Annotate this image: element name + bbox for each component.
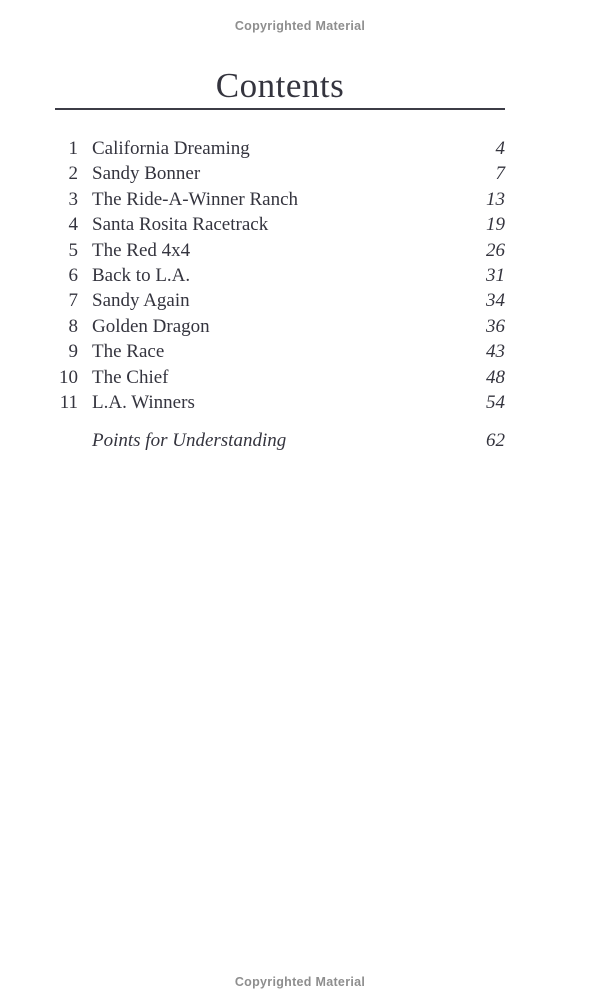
- chapter-number: 2: [68, 163, 78, 185]
- chapter-title: L.A. Winners: [92, 392, 195, 414]
- chapter-number: 11: [59, 392, 78, 414]
- chapter-page-number: 36: [486, 315, 505, 337]
- chapter-title: Santa Rosita Racetrack: [92, 214, 269, 236]
- copyright-banner-bottom: Copyrighted Material: [234, 975, 366, 989]
- toc-list: [55, 136, 505, 415]
- chapter-page-number: 26: [486, 239, 505, 261]
- chapter-title: The Chief: [92, 366, 169, 388]
- chapter-title: The Race: [92, 341, 165, 363]
- chapter-page-number: 13: [486, 188, 505, 210]
- toc-row: [55, 314, 505, 339]
- toc-page-content: [55, 0, 505, 454]
- chapter-title: The Ride-A-Winner Ranch: [92, 188, 299, 210]
- chapter-number: 7: [68, 290, 78, 312]
- chapter-title: The Red 4x4: [92, 239, 191, 261]
- chapter-page-number: 7: [495, 163, 505, 185]
- chapter-number: 9: [68, 341, 78, 363]
- chapter-number: 3: [68, 188, 78, 210]
- toc-row: [55, 339, 505, 364]
- chapter-title: Golden Dragon: [92, 315, 210, 337]
- chapter-page-number: 48: [486, 366, 505, 388]
- toc-row: [55, 187, 505, 212]
- chapter-page-number: 19: [486, 214, 505, 236]
- chapter-number: 6: [68, 265, 78, 287]
- toc-row: [55, 390, 505, 415]
- chapter-title: California Dreaming: [92, 138, 250, 159]
- chapter-number: 5: [68, 239, 78, 261]
- chapter-page-number: 31: [486, 265, 505, 287]
- chapter-number: 8: [68, 315, 78, 337]
- chapter-number: 1: [68, 138, 78, 159]
- title-rule: [55, 108, 505, 110]
- toc-row: [55, 365, 505, 390]
- chapter-page-number: 62: [486, 430, 505, 452]
- toc-row: [55, 161, 505, 186]
- toc-row: [55, 212, 505, 237]
- toc-row: [55, 238, 505, 263]
- toc-row: [55, 263, 505, 288]
- toc-row-points: [55, 428, 505, 453]
- chapter-title: Back to L.A.: [92, 265, 191, 287]
- chapter-title: Points for Understanding: [92, 430, 287, 452]
- chapter-page-number: 43: [486, 341, 505, 363]
- chapter-number: 10: [59, 366, 78, 388]
- page-title: Contents: [215, 66, 345, 105]
- toc-row: [55, 136, 505, 161]
- toc-row: [55, 288, 505, 313]
- copyright-banner-top: Copyrighted Material: [234, 19, 366, 33]
- chapter-page-number: 34: [486, 290, 505, 312]
- chapter-title: Sandy Bonner: [92, 163, 201, 185]
- chapter-page-number: 54: [486, 392, 505, 414]
- chapter-page-number: 4: [495, 138, 505, 159]
- chapter-number: 4: [68, 214, 78, 236]
- chapter-title: Sandy Again: [92, 290, 190, 312]
